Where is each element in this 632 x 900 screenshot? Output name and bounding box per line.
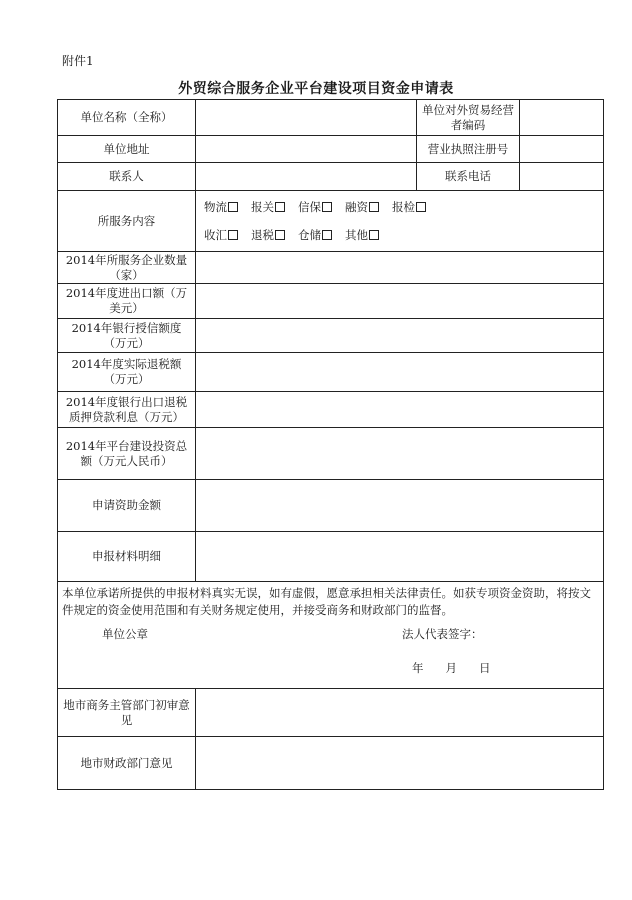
checkbox[interactable] bbox=[228, 230, 238, 240]
row-services bbox=[58, 191, 604, 252]
service-option[interactable]: 收汇 bbox=[204, 228, 238, 243]
row-materials bbox=[58, 532, 604, 582]
commerce-opinion-field[interactable] bbox=[196, 689, 604, 737]
services-label: 所服务内容 bbox=[58, 191, 196, 252]
checkbox[interactable] bbox=[228, 202, 238, 212]
row-subsidy-amount bbox=[58, 480, 604, 532]
address-label: 单位地址 bbox=[58, 136, 196, 163]
materials-field[interactable] bbox=[196, 532, 604, 582]
legal-rep-signature-label[interactable]: 法人代表签字： bbox=[402, 627, 483, 641]
service-option[interactable]: 仓储 bbox=[298, 228, 332, 243]
checkbox[interactable] bbox=[369, 230, 379, 240]
tax-refund-field[interactable] bbox=[196, 353, 604, 392]
materials-label: 申报材料明细 bbox=[58, 532, 196, 582]
services-line-1 bbox=[204, 193, 599, 221]
row-platform-investment bbox=[58, 428, 604, 480]
checkbox[interactable] bbox=[416, 202, 426, 212]
contact-field[interactable] bbox=[196, 163, 417, 191]
month-label: 月 bbox=[445, 661, 461, 675]
commerce-opinion-label: 地市商务主管部门初审意见 bbox=[58, 689, 196, 737]
service-option[interactable]: 报关 bbox=[251, 200, 285, 215]
import-export-label: 2014年度进出口额（万美元） bbox=[58, 284, 196, 319]
checkbox[interactable] bbox=[322, 230, 332, 240]
contact-label: 联系人 bbox=[58, 163, 196, 191]
checkbox[interactable] bbox=[275, 230, 285, 240]
bank-credit-field[interactable] bbox=[196, 319, 604, 353]
business-license-label: 营业执照注册号 bbox=[417, 136, 520, 163]
business-license-field[interactable] bbox=[520, 136, 604, 163]
row-import-export bbox=[58, 284, 604, 319]
pledge-interest-label: 2014年度银行出口退税质押贷款利息（万元） bbox=[58, 392, 196, 428]
row-commerce-opinion bbox=[58, 689, 604, 737]
signature-area bbox=[62, 619, 599, 679]
foreign-trade-code-field[interactable] bbox=[520, 100, 604, 136]
row-pledge-interest bbox=[58, 392, 604, 428]
platform-investment-field[interactable] bbox=[196, 428, 604, 480]
bank-credit-label: 2014年银行授信额度（万元） bbox=[58, 319, 196, 353]
service-option[interactable]: 报检 bbox=[392, 200, 426, 215]
application-form-table bbox=[57, 99, 604, 790]
row-contact bbox=[58, 163, 604, 191]
services-line-2 bbox=[204, 221, 599, 249]
row-finance-opinion bbox=[58, 737, 604, 790]
row-tax-refund bbox=[58, 353, 604, 392]
finance-opinion-field[interactable] bbox=[196, 737, 604, 790]
service-option[interactable]: 其他 bbox=[345, 228, 379, 243]
date-line bbox=[412, 661, 513, 676]
row-address bbox=[58, 136, 604, 163]
company-name-field[interactable] bbox=[196, 100, 417, 136]
phone-field[interactable] bbox=[520, 163, 604, 191]
day-label: 日 bbox=[479, 661, 495, 675]
pledge-interest-field[interactable] bbox=[196, 392, 604, 428]
service-option[interactable]: 融资 bbox=[345, 200, 379, 215]
phone-label: 联系电话 bbox=[417, 163, 520, 191]
import-export-field[interactable] bbox=[196, 284, 604, 319]
company-name-label: 单位名称（全称） bbox=[58, 100, 196, 136]
pledge-cell bbox=[58, 582, 604, 689]
row-bank-credit bbox=[58, 319, 604, 353]
services-options bbox=[196, 191, 604, 252]
served-enterprises-field[interactable] bbox=[196, 252, 604, 284]
subsidy-amount-label: 申请资助金额 bbox=[58, 480, 196, 532]
row-pledge bbox=[58, 582, 604, 689]
platform-investment-label: 2014年平台建设投资总额（万元人民币） bbox=[58, 428, 196, 480]
checkbox[interactable] bbox=[275, 202, 285, 212]
row-served-enterprises bbox=[58, 252, 604, 284]
year-label: 年 bbox=[412, 661, 428, 675]
checkbox[interactable] bbox=[369, 202, 379, 212]
service-option[interactable]: 退税 bbox=[251, 228, 285, 243]
served-enterprises-label: 2014年所服务企业数量（家） bbox=[58, 252, 196, 284]
pledge-text: 本单位承诺所提供的申报材料真实无误，如有虚假，愿意承担相关法律责任。如获专项资金资助，将按文件规定的资金使用范围和有关财务规定使用，并接受商务和财政部门的监督。 bbox=[62, 586, 591, 617]
foreign-trade-code-label: 单位对外贸易经营者编码 bbox=[417, 100, 520, 136]
tax-refund-label: 2014年度实际退税额（万元） bbox=[58, 353, 196, 392]
seal-label: 单位公章 bbox=[102, 627, 148, 641]
annex-label: 附件1 bbox=[62, 54, 94, 68]
checkbox[interactable] bbox=[322, 202, 332, 212]
subsidy-amount-field[interactable] bbox=[196, 480, 604, 532]
form-title: 外贸综合服务企业平台建设项目资金申请表 bbox=[178, 81, 454, 97]
row-company-name bbox=[58, 100, 604, 136]
service-option[interactable]: 信保 bbox=[298, 200, 332, 215]
address-field[interactable] bbox=[196, 136, 417, 163]
finance-opinion-label: 地市财政部门意见 bbox=[58, 737, 196, 790]
service-option[interactable]: 物流 bbox=[204, 200, 238, 215]
